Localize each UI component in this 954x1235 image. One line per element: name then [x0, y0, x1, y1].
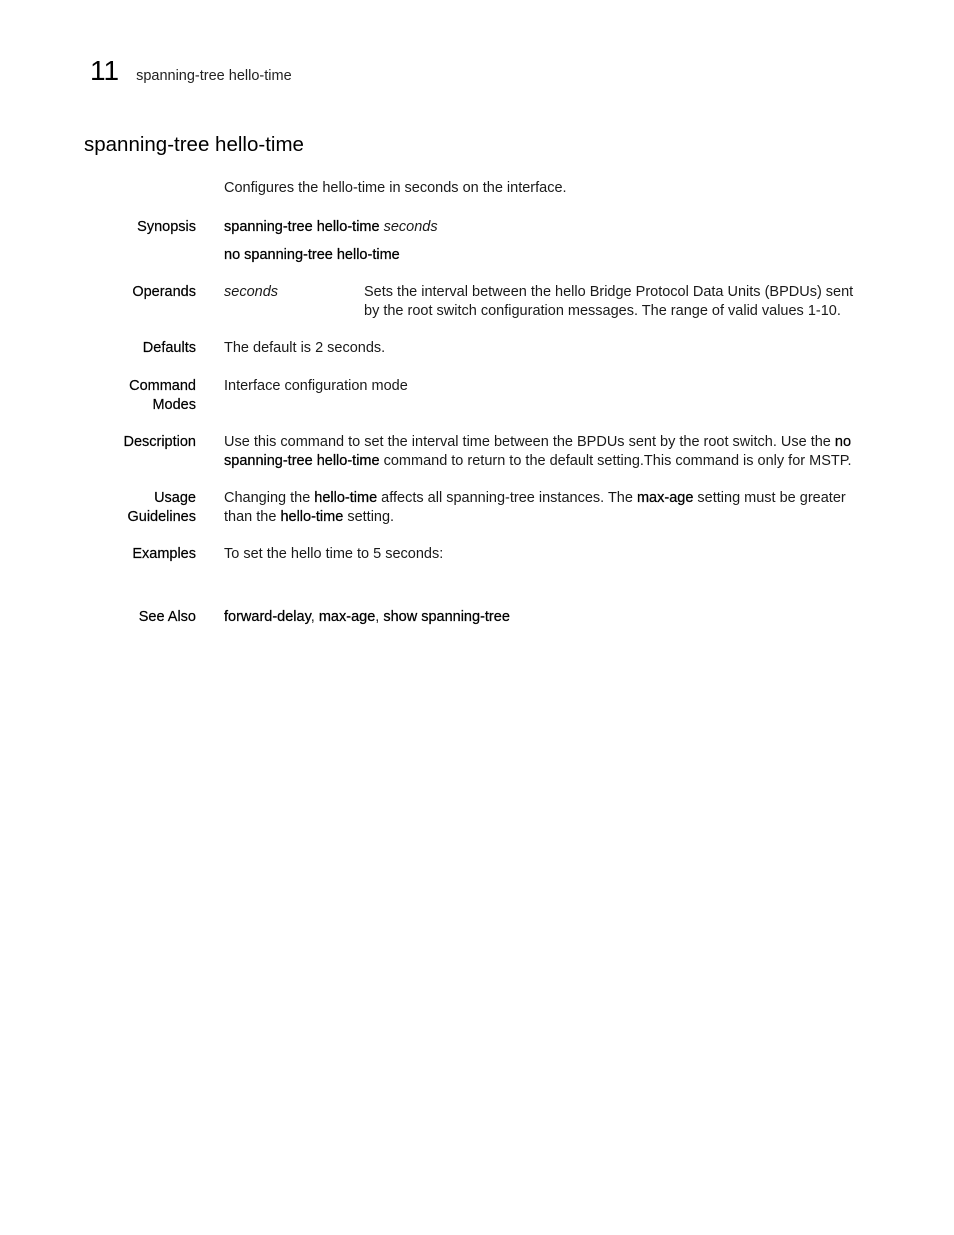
operands-label: Operands	[132, 284, 196, 300]
command-modes-label	[129, 377, 196, 415]
defaults-label: Defaults	[142, 340, 196, 356]
command-modes-label-line-2: Modes	[152, 397, 196, 413]
running-title: spanning-tree hello-time	[136, 68, 292, 84]
synopsis-label: Synopsis	[137, 219, 196, 235]
description-label: Description	[123, 434, 196, 450]
operand-description: Sets the interval between the hello Bridge Protocol Data Units (BPDUs) sent by the root switch configuration messages. The range of valid values 1-10.	[364, 284, 854, 319]
examples-text: To set the hello time to 5 seconds:	[224, 546, 444, 562]
section-title: spanning-tree hello-time	[84, 133, 304, 156]
see-also-link-max-age[interactable]: max-age	[318, 609, 376, 625]
synopsis-line-1	[224, 218, 874, 237]
see-also-label: See Also	[138, 609, 196, 625]
chapter-number: 11	[90, 55, 120, 86]
description-text-after: command to return to the default setting.This command is only for MSTP.	[379, 453, 852, 469]
description-text-before: Use this command to set the interval time between the BPDUs sent by the root switch. Use the	[224, 434, 835, 450]
usage-text-3: setting must be greater than the	[224, 490, 846, 525]
usage-guidelines-label-line-2: Guidelines	[127, 509, 196, 525]
examples-label: Examples	[132, 546, 196, 562]
see-also-links	[224, 608, 874, 627]
intro-text: Configures the hello-time in seconds on the interface.	[224, 180, 567, 196]
synopsis-command: spanning-tree hello-time	[224, 219, 380, 235]
usage-command-hello-time: hello-time	[314, 490, 378, 506]
usage-command-max-age: max-age	[636, 490, 694, 506]
description-command: no spanning-tree hello-time	[224, 434, 852, 469]
operand-name: seconds	[224, 284, 279, 300]
usage-guidelines-text	[224, 489, 874, 527]
usage-text-2: affects all spanning-tree instances. The	[377, 490, 637, 506]
usage-command-hello-time-2: hello-time	[280, 509, 344, 525]
usage-guidelines-label-line-1: Usage	[154, 490, 196, 506]
description-text	[224, 433, 874, 471]
see-also-link-show-spanning-tree[interactable]: show spanning-tree	[383, 609, 510, 625]
see-also-link-forward-delay[interactable]: forward-delay	[224, 609, 311, 625]
defaults-text: The default is 2 seconds.	[224, 340, 386, 356]
synopsis-no-command: no spanning-tree hello-time	[224, 247, 400, 263]
usage-guidelines-label	[127, 489, 196, 527]
command-modes-label-line-1: Command	[129, 378, 196, 394]
see-also-separator: ,	[310, 609, 319, 625]
synopsis-argument: seconds	[383, 219, 438, 235]
usage-text-4: setting.	[343, 509, 395, 525]
running-header	[90, 54, 292, 88]
command-modes-text: Interface configuration mode	[224, 378, 408, 394]
synopsis-line-2	[224, 246, 874, 265]
see-also-separator: ,	[375, 609, 384, 625]
usage-text-1: Changing the	[224, 490, 315, 506]
